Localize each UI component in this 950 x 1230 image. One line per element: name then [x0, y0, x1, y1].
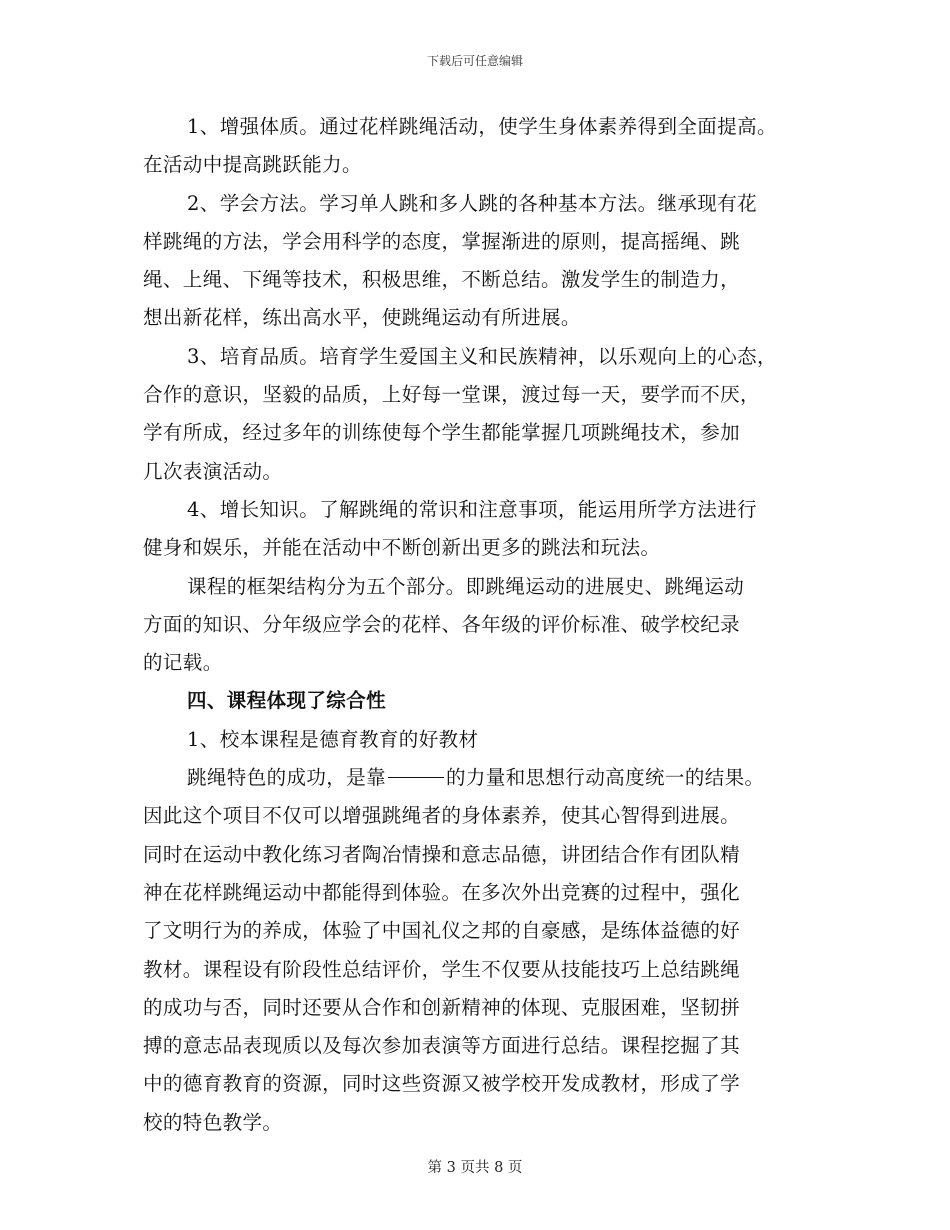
goal-1-line-1: 1、增强体质。通过花样跳绳活动，使学生身体素养得到全面提高。	[187, 115, 777, 138]
paragraph-line-5: 了文明行为的养成，体验了中国礼仪之邦的自豪感，是练体益德的好	[143, 919, 741, 943]
paragraph-line-1-after: 的力量和思想行动高度统一的结果。	[446, 766, 765, 790]
goal-3-line-1: 3、培育品质。培育学生爱国主义和民族精神，以乐观向上的心态，	[187, 344, 777, 368]
section-heading: 四、课程体现了综合性	[187, 689, 387, 713]
goal-2-line-1: 2、学会方法。学习单人跳和多人跳的各种基本方法。继承现有花	[187, 191, 758, 215]
paragraph-line-1	[143, 759, 813, 797]
goal-3-line-4: 几次表演活动。	[143, 459, 283, 483]
fill-in-blank	[388, 777, 444, 778]
goal-4-line-1: 4、增长知识。了解跳绳的常识和注意事项，能运用所学方法进行	[187, 497, 758, 521]
paragraph-line-8: 搏的意志品表现质以及每次参加表演等方面进行总结。课程挖掘了其	[143, 1034, 741, 1058]
goal-2-line-4: 想出新花样，练出高水平，使跳绳运动有所进展。	[143, 306, 581, 330]
paragraph-line-7: 的成功与否，同时还要从合作和创新精神的体现、克服困难，坚韧拼	[143, 995, 741, 1019]
page-header: 下载后可任意编辑	[426, 54, 523, 68]
paragraph-line-6: 教材。课程设有阶段性总结评价，学生不仅要从技能技巧上总结跳绳	[143, 957, 741, 981]
paragraph-line-3: 同时在运动中教化练习者陶冶情操和意志品德，讲团结合作有团队精	[143, 842, 741, 866]
document-body	[143, 108, 813, 1142]
page-footer: 第 3 页共 8 页	[427, 1160, 523, 1176]
goal-4-line-2: 健身和娱乐，并能在活动中不断创新出更多的跳法和玩法。	[143, 536, 661, 560]
paragraph-line-10: 校的特色教学。	[143, 1110, 283, 1134]
framework-line-1: 课程的框架结构分为五个部分。即跳绳运动的进展史、跳绳运动	[187, 574, 745, 598]
paragraph-line-1-before: 跳绳特色的成功，是靠	[187, 766, 387, 790]
goal-2-line-3: 绳、上绳、下绳等技术，积极思维，不断总结。激发学生的制造力，	[143, 268, 741, 292]
goal-3-line-3: 学有所成，经过多年的训练使每个学生都能掌握几项跳绳技术，参加	[143, 421, 741, 445]
paragraph-line-2: 因此这个项目不仅可以增强跳绳者的身体素养，使其心智得到进展。	[143, 804, 741, 828]
framework-line-2: 方面的知识、分年级应学会的花样、各年级的评价标准、破学校纪录	[143, 612, 741, 636]
goal-3-line-2: 合作的意识，坚毅的品质，上好每一堂课，渡过每一天，要学而不厌，	[143, 383, 760, 407]
subsection-heading: 1、校本课程是德育教育的好教材	[187, 727, 479, 751]
framework-line-3: 的记载。	[143, 651, 223, 675]
paragraph-line-4: 神在花样跳绳运动中都能得到体验。在多次外出竞赛的过程中，强化	[143, 880, 741, 904]
goal-1-line-2: 在活动中提高跳跃能力。	[143, 153, 362, 177]
paragraph-line-9: 中的德育教育的资源，同时这些资源又被学校开发成教材，形成了学	[143, 1072, 741, 1096]
goal-2-line-2: 样跳绳的方法，学会用科学的态度，掌握渐进的原则，提高摇绳、跳	[143, 229, 741, 253]
